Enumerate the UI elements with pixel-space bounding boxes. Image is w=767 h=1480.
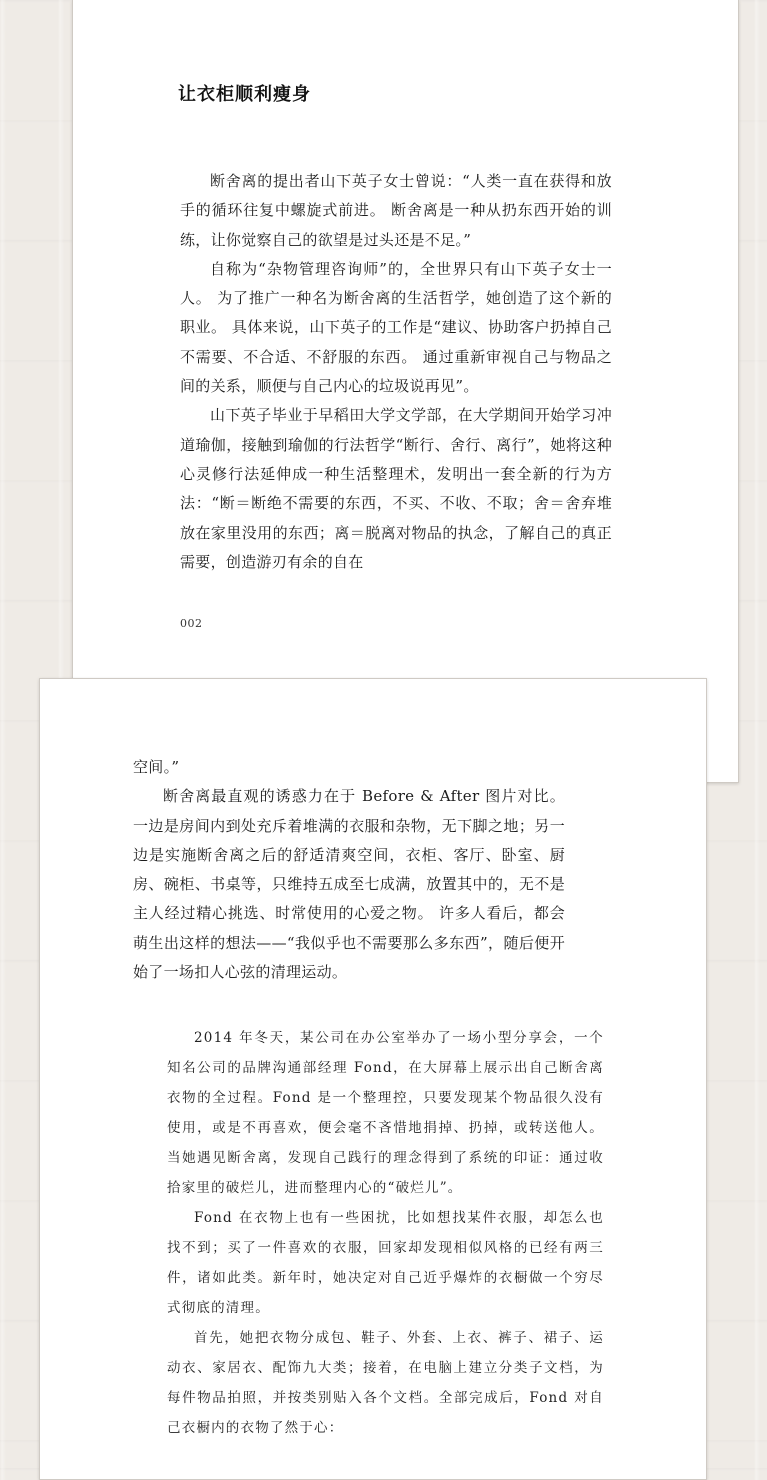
paragraph: 断舍离最直观的诱惑力在于 Before & After 图片对比。 一边是房间内到处充斥着堆满的衣服和杂物，无下脚之地；另一边是实施断舍离之后的舒适清爽空间，衣柜、客厅、卧室、厨房、碗柜、书桌等，只维持五成至七成满，放置其中的，无不是主人经过精心挑选、时常使用的心爱之物。 许多人看后，都会萌生出这样的想法——“我似乎也不需要那么多东西”，随后便开始了一场扣人心弦的清理运动。 xyxy=(133,787,565,982)
paragraph: 山下英子毕业于早稻田大学文学部，在大学期间开始学习冲道瑜伽，接触到瑜伽的行法哲学“断行、舍行、离行”，她将这种心灵修行法延伸成一种生活整理术，发明出一套全新的行为方法：“断＝断绝不需要的东西，不买、不收、不取；舍＝舍弃堆放在家里没用的东西；离＝脱离对物品的执念，了解自己的真正需要，创造游刃有余的自在 xyxy=(180,406,612,571)
page-2-body xyxy=(133,753,565,987)
excerpt-paragraph: 首先，她把衣物分成包、鞋子、外套、上衣、裤子、裙子、运动衣、家居衣、配饰九大类；接着，在电脑上建立分类子文档，为每件物品拍照，并按类别贴入各个文档。全部完成后，Fond 对自己衣橱内的衣物了然于心： xyxy=(167,1330,604,1436)
page-1-body xyxy=(180,167,612,577)
book-page-1 xyxy=(72,0,739,783)
paragraph-continuation: 空间。” xyxy=(133,758,180,776)
excerpt-paragraph: 2014 年冬天，某公司在办公室举办了一场小型分享会，一个知名公司的品牌沟通部经理 Fond，在大屏幕上展示出自己断舍离衣物的全过程。Fond 是一个整理控，只要发现某个物品很久没有使用，或是不再喜欢，便会毫不吝惜地捐掉、扔掉，或转送他人。当她遇见断舍离，发现自己践行的理念得到了系统的印证：通过收拾家里的破烂儿，进而整理内心的“破烂儿”。 xyxy=(167,1030,604,1196)
excerpt-paragraph: Fond 在衣物上也有一些困扰，比如想找某件衣服，却怎么也找不到；买了一件喜欢的衣服，回家却发现相似风格的已经有两三件，诸如此类。新年时，她决定对自己近乎爆炸的衣橱做一个穷尽式彻底的清理。 xyxy=(167,1210,604,1316)
quoted-excerpt xyxy=(167,1023,604,1443)
page-number: 002 xyxy=(180,617,203,630)
paragraph: 断舍离的提出者山下英子女士曾说：“人类一直在获得和放手的循环往复中螺旋式前进。 断舍离是一种从扔东西开始的训练，让你觉察自己的欲望是过头还是不足。” xyxy=(180,172,612,249)
chapter-title: 让衣柜顺利瘦身 xyxy=(178,84,311,105)
paragraph: 自称为“杂物管理咨询师”的，全世界只有山下英子女士一人。 为了推广一种名为断舍离的生活哲学，她创造了这个新的职业。 具体来说，山下英子的工作是“建议、协助客户扔掉自己不需要、不合适、不舒服的东西。 通过重新审视自己与物品之间的关系，顺便与自己内心的垃圾说再见”。 xyxy=(180,259,612,396)
